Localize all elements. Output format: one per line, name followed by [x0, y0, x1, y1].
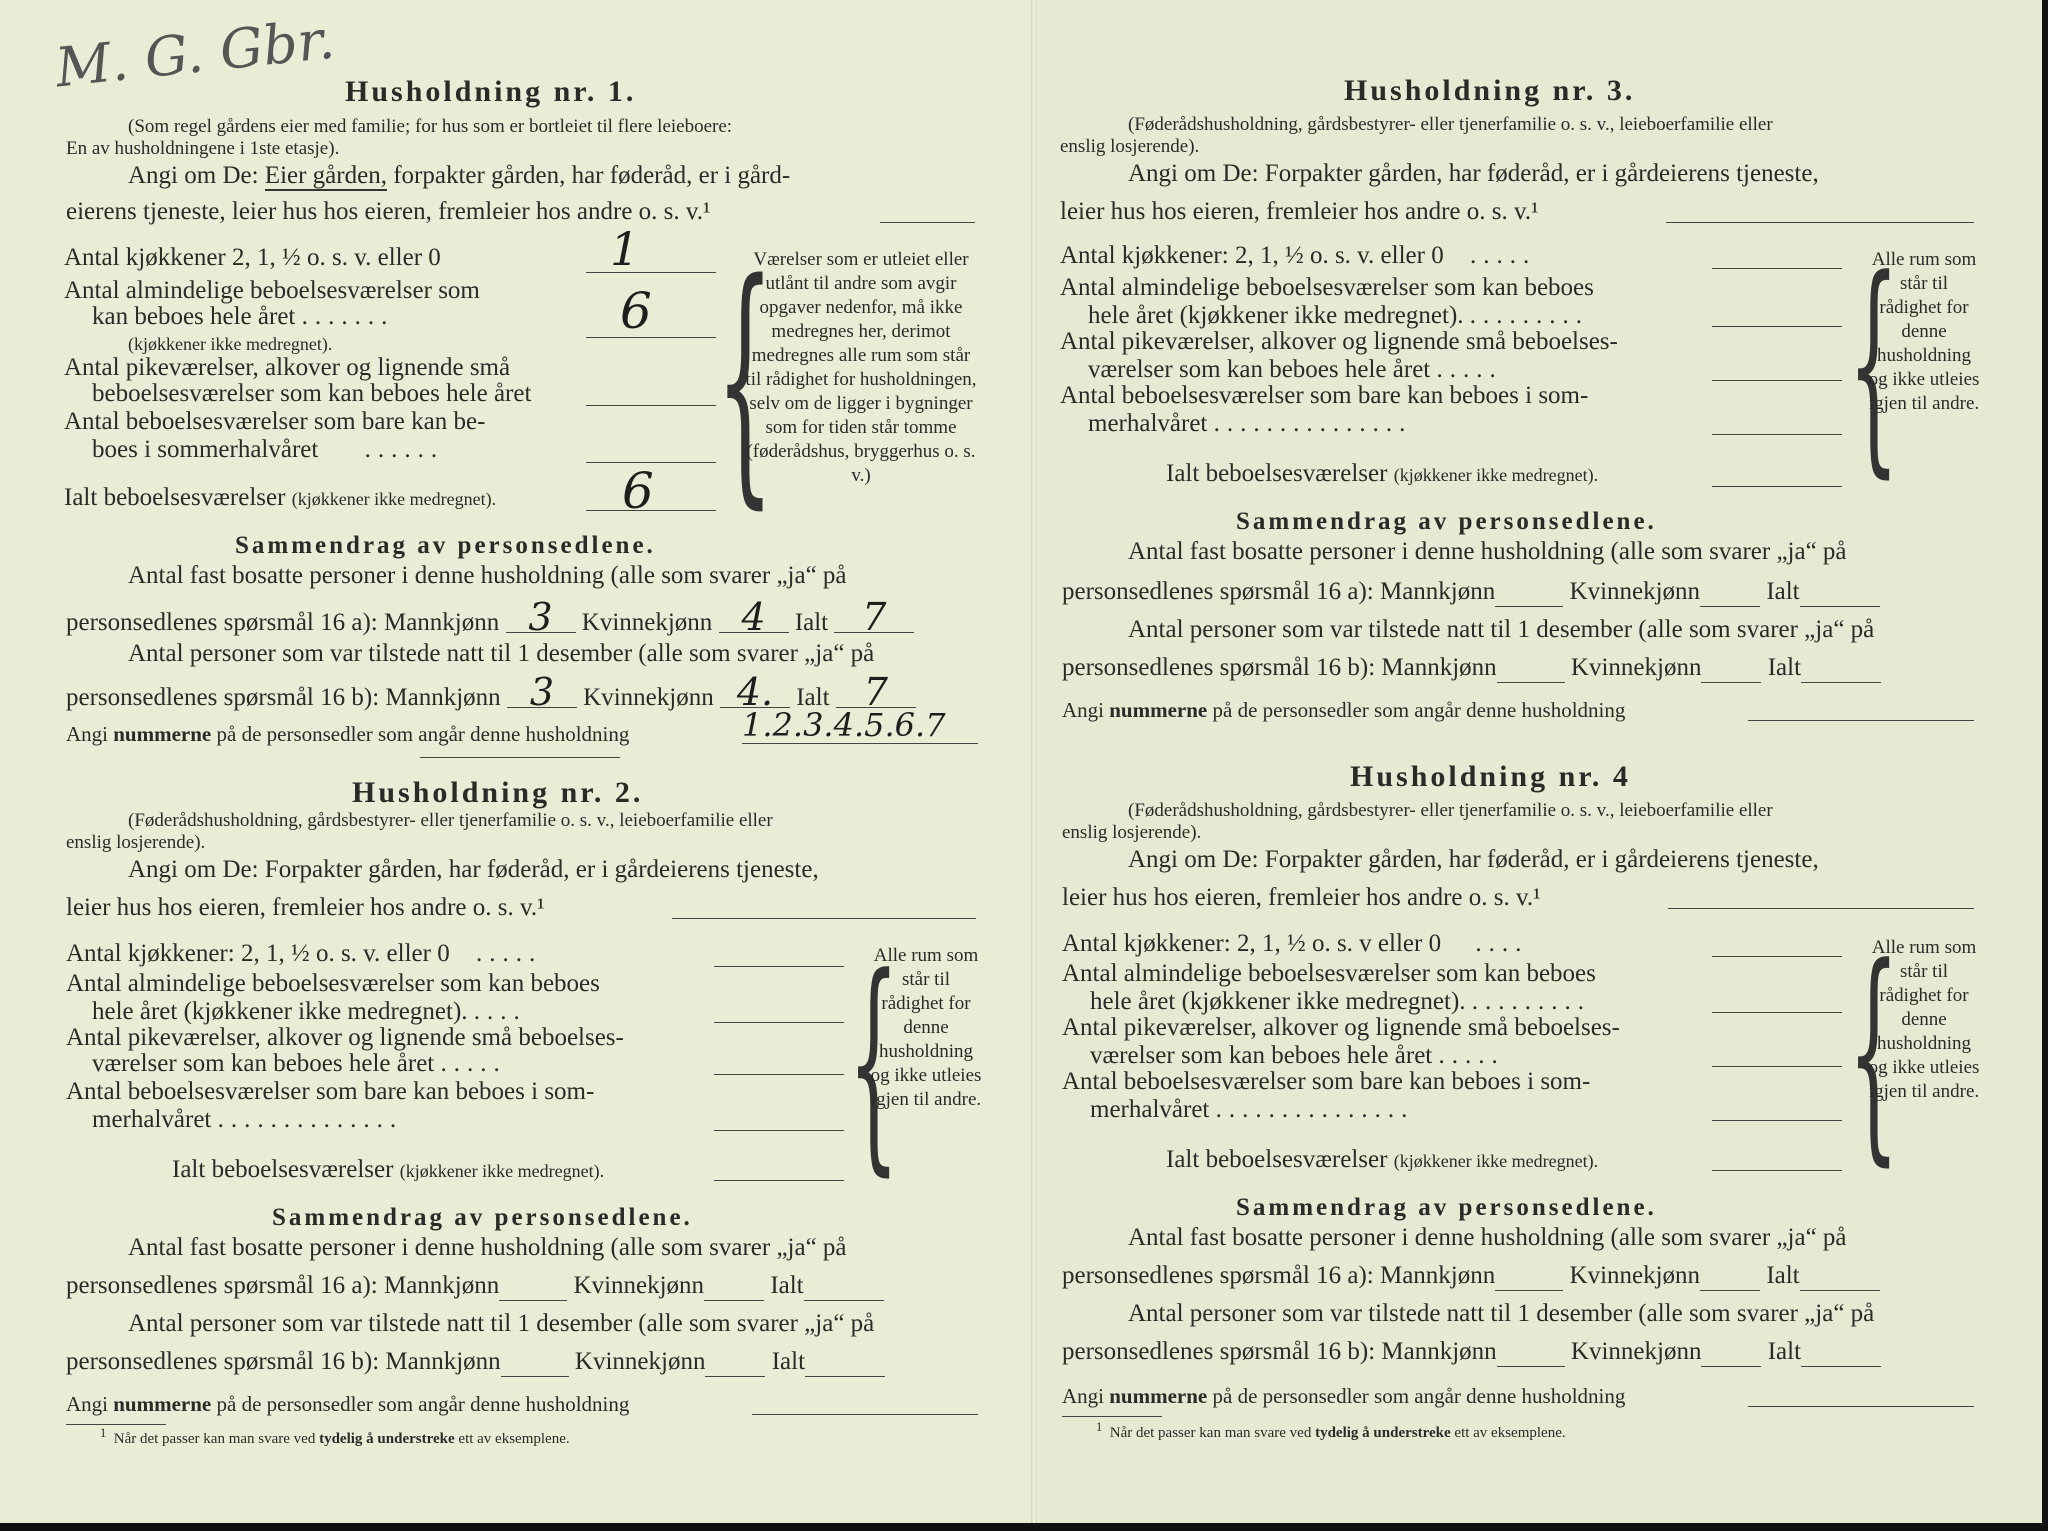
h1-small-rooms-line	[586, 405, 716, 406]
h3-side-note: Alle rum som står til rådighet for denne husholdning og ikke utleies igjen til andre.	[1868, 249, 1980, 414]
h3-numbers-label-c: på de personsedler som angår denne husholdning	[1212, 698, 1626, 722]
h1-total-rooms-label: Ialt beboelsesværelser	[64, 484, 286, 511]
h4-s1-female-line	[1700, 1262, 1760, 1291]
h2-numbers-label-c: på de personsedler som angår denne husholdning	[216, 1392, 630, 1416]
h3-summer-rooms-label-a: Antal beboelsesværelser som bare kan beboes i som-	[1060, 382, 1589, 409]
h1-note-line2: En av husholdningene i 1ste etasje).	[66, 138, 340, 159]
scan-edge-right	[2042, 0, 2048, 1531]
h1-title: Husholdning nr. 1.	[345, 75, 637, 108]
h2-total-rooms-note: (kjøkkener ikke medregnet).	[399, 1161, 605, 1181]
dot-leader: .....	[475, 940, 543, 967]
h4-small-rooms-label-a: Antal pikeværelser, alkover og lignende små beboelses-	[1062, 1014, 1620, 1041]
h2-s1-line1: Antal fast bosatte personer i denne husholdning (alle som svarer „ja“ på	[128, 1234, 847, 1261]
h3-kitchens-wrap	[1060, 242, 1536, 270]
h1-s1-line1: Antal fast bosatte personer i denne husholdning (alle som svarer „ja“ på	[128, 562, 847, 589]
h3-total-rooms-note: (kjøkkener ikke medregnet).	[1393, 465, 1599, 485]
h2-title: Husholdning nr. 2.	[352, 776, 644, 809]
dot-leader: .....	[1438, 1042, 1505, 1069]
h1-kitchens-line	[586, 272, 716, 273]
h3-s1-female-line	[1700, 578, 1760, 607]
h3-numbers-line-rule	[1748, 720, 1974, 721]
h1-numbers-label-c: på de personsedler som angår denne husholdning	[216, 722, 630, 746]
h3-s2-line2	[1062, 654, 1881, 683]
h1-angi-label: Angi om De:	[128, 162, 259, 189]
h2-summary-title: Sammendrag av personsedlene.	[272, 1204, 693, 1231]
h3-s1-label: personsedlenes spørsmål 16 a): Mannkjønn	[1062, 578, 1496, 605]
dot-leader: ...............	[1215, 1096, 1415, 1123]
h4-kitchens-wrap	[1062, 930, 1528, 958]
h3-title: Husholdning nr. 3.	[1344, 74, 1636, 107]
h2-total-rooms-wrap	[172, 1156, 604, 1184]
h3-note-line1: (Føderådshusholdning, gårdsbestyrer- eller tjenerfamilie o. s. v., leieboerfamilie eller	[1128, 114, 1773, 135]
h2-s1-male-line	[499, 1272, 567, 1301]
h4-s1-total-label: Ialt	[1766, 1262, 1800, 1289]
h2-s1-total-label: Ialt	[770, 1272, 804, 1299]
h4-numbers-line	[1062, 1384, 1625, 1409]
h3-s1-female-label: Kvinnekjønn	[1569, 578, 1701, 605]
h2-s1-line2	[66, 1272, 884, 1301]
h4-s2-female-label: Kvinnekjønn	[1570, 1338, 1702, 1365]
h1-s1-line2	[66, 595, 914, 639]
h1-numbers-label-b: nummerne	[113, 722, 212, 746]
h2-angi-answer-line	[672, 918, 976, 919]
h4-rooms-label-a: Antal almindelige beboelsesværelser som kan beboes	[1062, 960, 1596, 987]
h3-s1-line2	[1062, 578, 1880, 607]
h1-rooms-label-b-wrap	[92, 303, 394, 331]
h2-summer-rooms-line	[714, 1130, 844, 1131]
h4-s2-line1: Antal personer som var tilstede natt til 1 desember (alle som svarer „ja“ på	[1128, 1300, 1875, 1327]
footnote-text: Når det passer kan man svare ved	[1109, 1425, 1312, 1441]
h4-s1-label: personsedlenes spørsmål 16 a): Mannkjønn	[1062, 1262, 1496, 1289]
h2-side-note: Alle rum som står til rådighet for denne husholdning og ikke utleies igjen til andre.	[870, 945, 982, 1110]
h1-s1-female-label: Kvinnekjønn	[581, 609, 713, 636]
h3-total-rooms-line	[1712, 486, 1842, 487]
h2-s1-label: personsedlenes spørsmål 16 a): Mannkjønn	[66, 1272, 500, 1299]
h3-s1-male-line	[1495, 578, 1563, 607]
h4-brace: {	[1848, 919, 1900, 1186]
h4-note-line1: (Føderådshusholdning, gårdsbestyrer- eller tjenerfamilie o. s. v., leieboerfamilie eller	[1128, 800, 1773, 821]
h4-small-rooms-label-b-wrap	[1090, 1042, 1505, 1070]
h3-total-rooms-label: Ialt beboelsesværelser	[1166, 460, 1388, 487]
h4-total-rooms-label: Ialt beboelsesværelser	[1166, 1146, 1388, 1173]
h2-kitchens-label: Antal kjøkkener: 2, 1, ½ o. s. v. eller 0	[66, 940, 450, 967]
footnote-text: Når det passer kan man svare ved	[113, 1431, 316, 1447]
footnote-mark: 1	[1096, 1420, 1103, 1434]
h1-s1-label: personsedlenes spørsmål 16 a): Mannkjønn	[66, 609, 500, 636]
h2-s2-female-label: Kvinnekjønn	[574, 1348, 706, 1375]
h2-angi-line2: leier hus hos eieren, fremleier hos andre o. s. v.¹	[66, 894, 545, 921]
dot-leader: .....	[1436, 356, 1503, 383]
h4-angi-answer-line	[1668, 908, 1974, 909]
h4-numbers-line-rule	[1748, 1406, 1974, 1407]
h1-s2-female-label: Kvinnekjønn	[583, 684, 714, 711]
h3-small-rooms-line	[1712, 380, 1842, 381]
h3-s1-total-label: Ialt	[1766, 578, 1800, 605]
h2-small-rooms-label-b: værelser som kan beboes hele året	[92, 1050, 435, 1077]
h1-summer-rooms-label-b: boes i sommerhalvåret	[92, 436, 319, 463]
h3-s2-male-line	[1497, 654, 1565, 683]
dot-leader: ......	[364, 436, 445, 463]
h2-s2-male-line	[501, 1348, 569, 1377]
h2-numbers-label-a: Angi	[66, 1392, 108, 1416]
h3-small-rooms-label-a: Antal pikeværelser, alkover og lignende små beboelses-	[1060, 328, 1618, 355]
h4-summer-rooms-label-a: Antal beboelsesværelser som bare kan beboes i som-	[1062, 1068, 1591, 1095]
h1-s2-female-value: 4.	[720, 677, 790, 708]
h4-note-line2: enslig losjerende).	[1062, 822, 1202, 843]
h3-numbers-label-a: Angi	[1062, 698, 1104, 722]
h3-s2-total-label: Ialt	[1767, 654, 1802, 681]
h2-s1-female-line	[704, 1272, 764, 1301]
h4-s2-total-line	[1801, 1338, 1881, 1367]
h3-kitchens-line	[1712, 268, 1842, 269]
h1-angi-answer-line	[880, 222, 975, 223]
h2-angi-line1: Angi om De: Forpakter gården, har føderåd, er i gårdeierens tjeneste,	[128, 856, 819, 883]
h1-note-line1: (Som regel gårdens eier med familie; for hus som er bortleiet til flere leieboere:	[128, 116, 733, 137]
h1-rooms-label-a: Antal almindelige beboelsesværelser som	[64, 277, 480, 304]
h4-kitchens-line	[1712, 956, 1842, 957]
h3-note-line2: enslig losjerende).	[1060, 136, 1200, 157]
h2-numbers-line-rule	[752, 1414, 978, 1415]
footnote-divider	[66, 1424, 166, 1425]
h2-note-line1: (Føderådshusholdning, gårdsbestyrer- eller tjenerfamilie o. s. v., leieboerfamilie eller	[128, 810, 773, 831]
h1-rooms-note: (kjøkkener ikke medregnet).	[128, 334, 333, 354]
footnote-bold: tydelig å understreke	[1315, 1425, 1451, 1441]
h4-s1-line2	[1062, 1262, 1880, 1291]
h4-rooms-line	[1712, 1012, 1842, 1013]
h4-s2-male-line	[1497, 1338, 1565, 1367]
h3-rooms-label-b: hele året (kjøkkener ikke medregnet).	[1088, 302, 1464, 329]
h3-small-rooms-label-b-wrap	[1088, 356, 1503, 384]
h4-rooms-label-b: hele året (kjøkkener ikke medregnet).	[1090, 988, 1466, 1015]
h3-s1-line1: Antal fast bosatte personer i denne husholdning (alle som svarer „ja“ på	[1128, 538, 1847, 565]
h2-total-rooms-label: Ialt beboelsesværelser	[172, 1156, 394, 1183]
h1-brace: {	[716, 229, 774, 531]
h2-s2-female-line	[705, 1348, 765, 1377]
h1-s1-female-value: 4	[719, 602, 789, 633]
h1-summer-rooms-label-a: Antal beboelsesværelser som bare kan be-	[64, 408, 486, 435]
h3-summary-title: Sammendrag av personsedlene.	[1236, 508, 1657, 535]
h4-title: Husholdning nr. 4	[1350, 760, 1631, 793]
h3-angi-answer-line	[1666, 222, 1974, 223]
h1-kitchens-label: Antal kjøkkener 2, 1, ½ o. s. v. eller 0	[64, 244, 441, 271]
h1-rooms-label-b: kan beboes hele året	[92, 303, 296, 330]
h2-total-rooms-line	[714, 1180, 844, 1181]
h4-kitchens-label: Antal kjøkkener: 2, 1, ½ o. s. v eller 0	[1062, 930, 1442, 957]
h4-total-rooms-note: (kjøkkener ikke medregnet).	[1393, 1151, 1599, 1171]
h3-summer-rooms-label-b-wrap	[1088, 410, 1412, 438]
h2-brace: {	[848, 929, 900, 1196]
h2-small-rooms-line	[714, 1074, 844, 1075]
dot-leader: .....	[1469, 242, 1537, 269]
dot-leader: .........	[1471, 988, 1592, 1015]
h3-summer-rooms-label-b: merhalvåret	[1088, 410, 1208, 437]
h3-s2-total-line	[1801, 654, 1881, 683]
h2-rooms-line	[714, 1022, 844, 1023]
footnote-end: ett av eksemplene.	[1454, 1425, 1566, 1441]
h2-kitchens-wrap	[66, 940, 542, 968]
footnote-right	[1096, 1420, 1566, 1442]
h3-total-rooms-wrap	[1166, 460, 1598, 488]
h4-rooms-label-b-wrap	[1090, 988, 1591, 1016]
dot-leader: ....	[1475, 930, 1529, 957]
h1-numbers-line-rule	[742, 743, 978, 744]
h1-s2-label: personsedlenes spørsmål 16 b): Mannkjønn	[66, 684, 501, 711]
h2-s2-line1: Antal personer som var tilstede natt til 1 desember (alle som svarer „ja“ på	[128, 1310, 875, 1337]
h4-s2-line2	[1062, 1338, 1881, 1367]
h2-numbers-label-b: nummerne	[113, 1392, 212, 1416]
h1-small-rooms-label-a: Antal pikeværelser, alkover og lignende små	[64, 354, 511, 381]
h2-s1-total-line	[804, 1272, 884, 1301]
h4-s1-male-line	[1495, 1262, 1563, 1291]
h4-small-rooms-label-b: værelser som kan beboes hele året	[1090, 1042, 1433, 1069]
h1-angi-rest: forpakter gården, har føderåd, er i gård-	[393, 162, 791, 189]
h1-total-rooms-value: 6	[622, 462, 654, 520]
h4-total-rooms-wrap	[1166, 1146, 1598, 1174]
h1-side-note: Værelser som er utleiet eller utlånt til andre som avgir opgaver nedenfor, må ikke medregnes her, derimot medregnes alle rum som står til rådighet for husholdningen, selv om de ligger i bygninger som for tiden står tomme (føderådshus, bryggerhus o. s. v.)	[745, 249, 977, 486]
h1-summary-title: Sammendrag av personsedlene.	[235, 532, 656, 559]
h1-total-rooms-note: (kjøkkener ikke medregnet).	[291, 489, 497, 509]
h1-total-rooms-line	[586, 510, 716, 511]
h4-summer-rooms-label-b: merhalvåret	[1090, 1096, 1210, 1123]
h2-small-rooms-label-a: Antal pikeværelser, alkover og lignende små beboelses-	[66, 1024, 624, 1051]
h3-brace: {	[1848, 231, 1900, 498]
h4-small-rooms-line	[1712, 1066, 1842, 1067]
h4-s2-total-label: Ialt	[1767, 1338, 1802, 1365]
h3-numbers-line	[1062, 698, 1625, 723]
h2-s2-line2	[66, 1348, 885, 1377]
h3-s2-line1: Antal personer som var tilstede natt til 1 desember (alle som svarer „ja“ på	[1128, 616, 1875, 643]
h3-rooms-line	[1712, 326, 1842, 327]
footnote-bold: tydelig å understreke	[319, 1431, 455, 1447]
h2-s2-total-label: Ialt	[771, 1348, 806, 1375]
h2-numbers-line	[66, 1392, 629, 1417]
dot-leader: ....	[473, 998, 527, 1025]
h2-rooms-label-a: Antal almindelige beboelsesværelser som kan beboes	[66, 970, 600, 997]
h4-summer-rooms-label-b-wrap	[1090, 1096, 1414, 1124]
h1-s1-total-value: 7	[834, 602, 914, 633]
footnote-left	[100, 1426, 570, 1448]
dot-leader: .......	[301, 303, 395, 330]
h4-angi-line2: leier hus hos eieren, fremleier hos andre o. s. v.¹	[1062, 884, 1541, 911]
h4-angi-line1: Angi om De: Forpakter gården, har føderåd, er i gårdeierens tjeneste,	[1128, 846, 1819, 873]
h4-numbers-label-a: Angi	[1062, 1384, 1104, 1408]
h3-angi-line1: Angi om De: Forpakter gården, har føderåd, er i gårdeierens tjeneste,	[1128, 160, 1819, 187]
h4-s1-female-label: Kvinnekjønn	[1569, 1262, 1701, 1289]
h1-rooms-value: 6	[620, 282, 652, 340]
h2-rooms-label-b: hele året (kjøkkener ikke medregnet).	[92, 998, 468, 1025]
dot-leader: .........	[1469, 302, 1590, 329]
h4-total-rooms-line	[1712, 1170, 1842, 1171]
h3-numbers-label-b: nummerne	[1109, 698, 1208, 722]
dot-leader: ..............	[217, 1106, 404, 1133]
scan-edge-bottom	[0, 1523, 2048, 1531]
h1-numbers-value: 1.2.3.4.5.6.7	[742, 706, 946, 744]
h1-numbers-line	[66, 722, 629, 747]
h2-s1-female-label: Kvinnekjønn	[573, 1272, 705, 1299]
h1-s2-line1: Antal personer som var tilstede natt til 1 desember (alle som svarer „ja“ på	[128, 640, 875, 667]
h2-summer-rooms-label-a: Antal beboelsesværelser som bare kan beboes i som-	[66, 1078, 595, 1105]
h1-s1-male-value: 3	[506, 602, 576, 633]
h1-angi-line2: eierens tjeneste, leier hus hos eieren, fremleier hos andre o. s. v.¹	[66, 198, 711, 225]
h4-s2-label: personsedlenes spørsmål 16 b): Mannkjønn	[1062, 1338, 1497, 1365]
page-fold	[1031, 0, 1037, 1531]
h2-s2-label: personsedlenes spørsmål 16 b): Mannkjønn	[66, 1348, 501, 1375]
h4-summary-title: Sammendrag av personsedlene.	[1236, 1194, 1657, 1221]
h4-s2-female-line	[1701, 1338, 1761, 1367]
h1-s2-male-value: 3	[507, 677, 577, 708]
h3-rooms-label-a: Antal almindelige beboelsesværelser som kan beboes	[1060, 274, 1594, 301]
h4-s1-line1: Antal fast bosatte personer i denne husholdning (alle som svarer „ja“ på	[1128, 1224, 1847, 1251]
h1-numbers-label-a: Angi	[66, 722, 108, 746]
h2-small-rooms-label-b-wrap	[92, 1050, 507, 1078]
h1-total-rooms-wrap	[64, 484, 496, 512]
h1-angi-underlined-choice: Eier gården,	[264, 162, 387, 189]
footnote-mark: 1	[100, 1426, 107, 1440]
h3-rooms-label-b-wrap	[1088, 302, 1589, 330]
dot-leader: ...............	[1213, 410, 1413, 437]
h3-s2-female-line	[1701, 654, 1761, 683]
h3-s2-label: personsedlenes spørsmål 16 b): Mannkjønn	[1062, 654, 1497, 681]
h1-s2-total-label: Ialt	[796, 684, 830, 711]
h1-kitchens-value: 1	[610, 222, 640, 276]
h2-summer-rooms-label-b: merhalvåret	[92, 1106, 212, 1133]
h2-note-line2: enslig losjerende).	[66, 832, 206, 853]
h4-summer-rooms-line	[1712, 1120, 1842, 1121]
footnote-divider	[1062, 1416, 1162, 1417]
dot-leader: .....	[440, 1050, 507, 1077]
h4-s1-total-line	[1800, 1262, 1880, 1291]
h1-s1-total-label: Ialt	[794, 609, 829, 636]
h1-rooms-line	[586, 337, 716, 338]
h1-angi-line1	[128, 162, 790, 190]
h3-small-rooms-label-b: værelser som kan beboes hele året	[1088, 356, 1431, 383]
h4-numbers-label-b: nummerne	[1109, 1384, 1208, 1408]
section-divider	[420, 757, 620, 758]
footnote-end: ett av eksemplene.	[458, 1431, 570, 1447]
h3-summer-rooms-line	[1712, 434, 1842, 435]
margin-handwritten-note: M. G. Gbr.	[52, 7, 338, 100]
h2-s2-total-line	[805, 1348, 885, 1377]
h4-numbers-label-c: på de personsedler som angår denne husholdning	[1212, 1384, 1626, 1408]
h3-s2-female-label: Kvinnekjønn	[1570, 654, 1702, 681]
h3-angi-line2: leier hus hos eieren, fremleier hos andre o. s. v.¹	[1060, 198, 1539, 225]
h1-s2-total-value: 7	[836, 677, 916, 708]
h1-summer-rooms-label-b-wrap	[92, 436, 444, 464]
h4-side-note: Alle rum som står til rådighet for denne husholdning og ikke utleies igjen til andre.	[1868, 937, 1980, 1102]
h3-s1-total-line	[1800, 578, 1880, 607]
h2-rooms-label-b-wrap	[92, 998, 527, 1026]
h1-small-rooms-label-b: beboelsesværelser som kan beboes hele året	[92, 380, 532, 407]
h2-kitchens-line	[714, 966, 844, 967]
h2-summer-rooms-label-b-wrap	[92, 1106, 403, 1134]
h3-kitchens-label: Antal kjøkkener: 2, 1, ½ o. s. v. eller 0	[1060, 242, 1444, 269]
